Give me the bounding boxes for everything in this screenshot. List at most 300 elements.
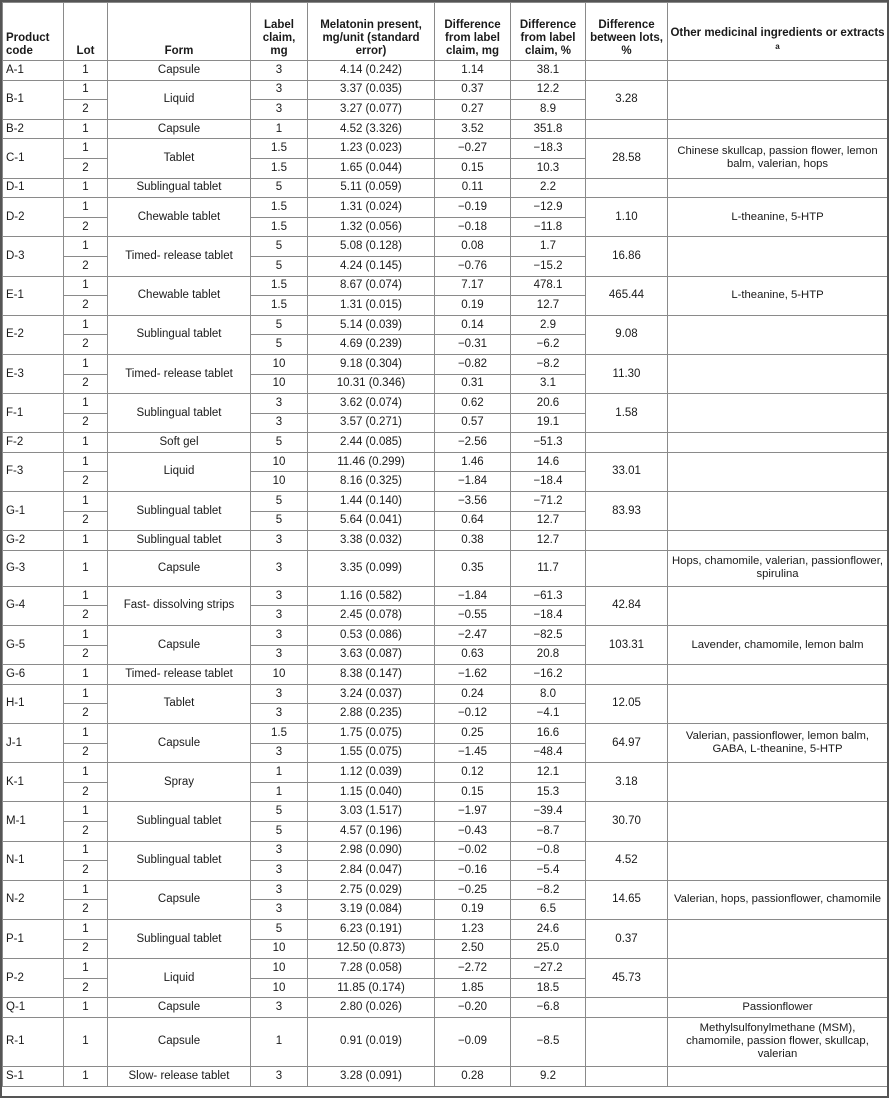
melatonin-cell: 1.31 (0.024) [308, 198, 435, 218]
label-claim-cell: 3 [251, 841, 308, 861]
product-code-cell: G-5 [3, 626, 64, 665]
label-claim-cell: 3 [251, 998, 308, 1018]
diff-pct-cell: −6.8 [511, 998, 586, 1018]
table-row [3, 119, 888, 139]
form-cell: Chewable tablet [108, 198, 251, 237]
diff-mg-cell: −1.62 [435, 665, 511, 685]
lot-cell: 1 [64, 80, 108, 100]
label-claim-cell: 1.5 [251, 724, 308, 744]
form-cell: Spray [108, 763, 251, 802]
other-ingredients-cell [668, 586, 888, 625]
diff-pct-cell: −8.7 [511, 821, 586, 841]
diff-pct-cell: 9.2 [511, 1066, 586, 1086]
diff-mg-cell: −0.76 [435, 256, 511, 276]
melatonin-cell: 10.31 (0.346) [308, 374, 435, 394]
label-claim-cell: 3 [251, 704, 308, 724]
product-code-cell: F-3 [3, 452, 64, 491]
product-code-cell: S-1 [3, 1066, 64, 1086]
product-code-cell: Q-1 [3, 998, 64, 1018]
label-claim-cell: 10 [251, 354, 308, 374]
label-claim-cell: 3 [251, 80, 308, 100]
lot-cell: 2 [64, 939, 108, 959]
other-ingredients-cell [668, 841, 888, 880]
melatonin-cell: 1.65 (0.044) [308, 158, 435, 178]
diff-mg-cell: −0.20 [435, 998, 511, 1018]
other-ingredients-cell [668, 919, 888, 958]
other-ingredients-cell: Chinese skullcap, passion flower, lemon balm, valerian, hops [668, 139, 888, 178]
diff-lots-cell [586, 665, 668, 685]
header-diff-mg: Difference from label claim, mg [435, 3, 511, 61]
diff-lots-cell: 12.05 [586, 684, 668, 723]
other-ingredients-cell [668, 237, 888, 276]
other-ingredients-cell: Valerian, passionflower, lemon balm, GABA, L-theanine, 5-HTP [668, 724, 888, 763]
diff-pct-cell: −12.9 [511, 198, 586, 218]
diff-pct-cell: 1.7 [511, 237, 586, 257]
table-row [3, 80, 888, 100]
lot-cell: 1 [64, 198, 108, 218]
form-cell: Capsule [108, 724, 251, 763]
product-code-cell: D-2 [3, 198, 64, 237]
label-claim-cell: 10 [251, 452, 308, 472]
other-ingredients-cell [668, 433, 888, 453]
label-claim-cell: 5 [251, 433, 308, 453]
table-row [3, 198, 888, 218]
product-code-cell: M-1 [3, 802, 64, 841]
table-row [3, 178, 888, 198]
product-code-cell: K-1 [3, 763, 64, 802]
label-claim-cell: 3 [251, 684, 308, 704]
melatonin-cell: 2.98 (0.090) [308, 841, 435, 861]
label-claim-cell: 10 [251, 959, 308, 979]
lot-cell: 2 [64, 704, 108, 724]
diff-lots-cell: 3.18 [586, 763, 668, 802]
melatonin-cell: 4.24 (0.145) [308, 256, 435, 276]
diff-mg-cell: 0.27 [435, 100, 511, 120]
melatonin-cell: 3.37 (0.035) [308, 80, 435, 100]
diff-pct-cell: −18.4 [511, 606, 586, 626]
lot-cell: 1 [64, 237, 108, 257]
table-row [3, 1017, 888, 1066]
table-row [3, 626, 888, 646]
product-code-cell: G-4 [3, 586, 64, 625]
product-code-cell: J-1 [3, 724, 64, 763]
product-code-cell: C-1 [3, 139, 64, 178]
table-row [3, 433, 888, 453]
diff-pct-cell: 2.9 [511, 315, 586, 335]
product-code-cell: P-1 [3, 919, 64, 958]
table-row [3, 315, 888, 335]
table-row [3, 354, 888, 374]
form-cell: Timed- release tablet [108, 237, 251, 276]
header-other-text: Other medicinal ingredients or extracts [670, 27, 885, 40]
lot-cell: 2 [64, 861, 108, 881]
form-cell: Capsule [108, 998, 251, 1018]
melatonin-cell: 12.50 (0.873) [308, 939, 435, 959]
melatonin-cell: 1.15 (0.040) [308, 782, 435, 802]
other-ingredients-cell [668, 763, 888, 802]
lot-cell: 1 [64, 394, 108, 414]
diff-mg-cell: −0.09 [435, 1017, 511, 1066]
melatonin-cell: 1.31 (0.015) [308, 296, 435, 316]
header-other-ingredients [668, 3, 888, 61]
lot-cell: 1 [64, 919, 108, 939]
label-claim-cell: 3 [251, 61, 308, 81]
lot-cell: 1 [64, 841, 108, 861]
diff-lots-cell: 83.93 [586, 492, 668, 531]
label-claim-cell: 5 [251, 256, 308, 276]
diff-pct-cell: −82.5 [511, 626, 586, 646]
lot-cell: 1 [64, 276, 108, 296]
diff-lots-cell [586, 61, 668, 81]
diff-lots-cell: 45.73 [586, 959, 668, 998]
lot-cell: 2 [64, 472, 108, 492]
other-ingredients-cell [668, 119, 888, 139]
melatonin-cell: 2.88 (0.235) [308, 704, 435, 724]
lot-cell: 2 [64, 413, 108, 433]
product-code-cell: R-1 [3, 1017, 64, 1066]
lot-cell: 1 [64, 452, 108, 472]
table-row [3, 684, 888, 704]
lot-cell: 1 [64, 61, 108, 81]
diff-mg-cell: 0.08 [435, 237, 511, 257]
melatonin-cell: 1.32 (0.056) [308, 217, 435, 237]
melatonin-cell: 3.28 (0.091) [308, 1066, 435, 1086]
header-melatonin-present: Melatonin present, mg/unit (standard error) [308, 3, 435, 61]
diff-mg-cell: 0.62 [435, 394, 511, 414]
diff-mg-cell: 0.63 [435, 645, 511, 665]
melatonin-cell: 3.63 (0.087) [308, 645, 435, 665]
table-row [3, 802, 888, 822]
table-row [3, 841, 888, 861]
diff-pct-cell: −8.5 [511, 1017, 586, 1066]
label-claim-cell: 1 [251, 782, 308, 802]
diff-pct-cell: 12.1 [511, 763, 586, 783]
lot-cell: 2 [64, 256, 108, 276]
melatonin-cell: 9.18 (0.304) [308, 354, 435, 374]
diff-mg-cell: 0.28 [435, 1066, 511, 1086]
diff-mg-cell: −2.72 [435, 959, 511, 979]
other-ingredients-cell: Valerian, hops, passionflower, chamomile [668, 880, 888, 919]
form-cell: Sublingual tablet [108, 178, 251, 198]
diff-lots-cell: 30.70 [586, 802, 668, 841]
other-ingredients-cell [668, 959, 888, 998]
lot-cell: 2 [64, 158, 108, 178]
label-claim-cell: 3 [251, 531, 308, 551]
lot-cell: 2 [64, 821, 108, 841]
diff-lots-cell [586, 178, 668, 198]
product-code-cell: E-1 [3, 276, 64, 315]
label-claim-cell: 1.5 [251, 158, 308, 178]
diff-mg-cell: −3.56 [435, 492, 511, 512]
diff-mg-cell: −2.47 [435, 626, 511, 646]
label-claim-cell: 3 [251, 413, 308, 433]
diff-lots-cell: 28.58 [586, 139, 668, 178]
form-cell: Sublingual tablet [108, 802, 251, 841]
diff-pct-cell: 19.1 [511, 413, 586, 433]
diff-mg-cell: 0.14 [435, 315, 511, 335]
diff-pct-cell: −18.4 [511, 472, 586, 492]
label-claim-cell: 3 [251, 743, 308, 763]
product-code-cell: G-1 [3, 492, 64, 531]
melatonin-cell: 1.55 (0.075) [308, 743, 435, 763]
table-row [3, 586, 888, 606]
product-code-cell: D-3 [3, 237, 64, 276]
lot-cell: 1 [64, 1066, 108, 1086]
lot-cell: 2 [64, 374, 108, 394]
diff-pct-cell: 10.3 [511, 158, 586, 178]
melatonin-cell: 8.38 (0.147) [308, 665, 435, 685]
melatonin-table [2, 2, 888, 1087]
lot-cell: 2 [64, 335, 108, 355]
melatonin-cell: 2.45 (0.078) [308, 606, 435, 626]
label-claim-cell: 1.5 [251, 276, 308, 296]
diff-pct-cell: 14.6 [511, 452, 586, 472]
diff-mg-cell: −0.25 [435, 880, 511, 900]
lot-cell: 1 [64, 586, 108, 606]
form-cell: Tablet [108, 139, 251, 178]
other-ingredients-cell [668, 178, 888, 198]
diff-lots-cell: 0.37 [586, 919, 668, 958]
diff-pct-cell: 6.5 [511, 900, 586, 920]
lot-cell: 2 [64, 743, 108, 763]
lot-cell: 1 [64, 139, 108, 159]
diff-pct-cell: 20.8 [511, 645, 586, 665]
lot-cell: 1 [64, 315, 108, 335]
label-claim-cell: 10 [251, 939, 308, 959]
diff-pct-cell: 478.1 [511, 276, 586, 296]
form-cell: Timed- release tablet [108, 665, 251, 685]
product-code-cell: G-3 [3, 550, 64, 586]
table-body [3, 61, 888, 1087]
lot-cell: 1 [64, 119, 108, 139]
form-cell: Slow- release tablet [108, 1066, 251, 1086]
diff-pct-cell: −6.2 [511, 335, 586, 355]
diff-pct-cell: −39.4 [511, 802, 586, 822]
label-claim-cell: 1 [251, 119, 308, 139]
diff-lots-cell [586, 433, 668, 453]
diff-lots-cell: 1.10 [586, 198, 668, 237]
label-claim-cell: 10 [251, 978, 308, 998]
diff-pct-cell: 8.0 [511, 684, 586, 704]
melatonin-cell: 4.52 (3.326) [308, 119, 435, 139]
diff-mg-cell: 0.19 [435, 900, 511, 920]
melatonin-cell: 3.57 (0.271) [308, 413, 435, 433]
product-code-cell: F-1 [3, 394, 64, 433]
diff-pct-cell: 2.2 [511, 178, 586, 198]
diff-mg-cell: 7.17 [435, 276, 511, 296]
header-lot: Lot [64, 3, 108, 61]
label-claim-cell: 5 [251, 178, 308, 198]
other-ingredients-cell [668, 802, 888, 841]
table-row [3, 665, 888, 685]
form-cell: Capsule [108, 61, 251, 81]
melatonin-cell: 5.08 (0.128) [308, 237, 435, 257]
diff-pct-cell: −15.2 [511, 256, 586, 276]
diff-lots-cell: 103.31 [586, 626, 668, 665]
melatonin-cell: 3.62 (0.074) [308, 394, 435, 414]
form-cell: Chewable tablet [108, 276, 251, 315]
label-claim-cell: 5 [251, 315, 308, 335]
diff-lots-cell: 3.28 [586, 80, 668, 119]
diff-pct-cell: −8.2 [511, 880, 586, 900]
diff-mg-cell: −0.43 [435, 821, 511, 841]
diff-pct-cell: −0.8 [511, 841, 586, 861]
lot-cell: 1 [64, 178, 108, 198]
footnote-marker: a [775, 42, 780, 52]
diff-lots-cell: 64.97 [586, 724, 668, 763]
melatonin-cell: 2.84 (0.047) [308, 861, 435, 881]
lot-cell: 1 [64, 531, 108, 551]
label-claim-cell: 3 [251, 645, 308, 665]
melatonin-cell: 4.69 (0.239) [308, 335, 435, 355]
diff-lots-cell: 11.30 [586, 354, 668, 393]
product-code-cell: B-1 [3, 80, 64, 119]
diff-mg-cell: 0.12 [435, 763, 511, 783]
diff-pct-cell: −16.2 [511, 665, 586, 685]
table-row [3, 276, 888, 296]
diff-mg-cell: −1.84 [435, 472, 511, 492]
label-claim-cell: 3 [251, 550, 308, 586]
product-code-cell: A-1 [3, 61, 64, 81]
table-row [3, 1066, 888, 1086]
form-cell: Liquid [108, 959, 251, 998]
diff-mg-cell: 0.24 [435, 684, 511, 704]
diff-mg-cell: −0.18 [435, 217, 511, 237]
melatonin-cell: 2.80 (0.026) [308, 998, 435, 1018]
form-cell: Capsule [108, 880, 251, 919]
diff-mg-cell: 0.15 [435, 782, 511, 802]
table-row [3, 763, 888, 783]
diff-pct-cell: −8.2 [511, 354, 586, 374]
lot-cell: 1 [64, 492, 108, 512]
product-code-cell: F-2 [3, 433, 64, 453]
diff-pct-cell: 25.0 [511, 939, 586, 959]
diff-pct-cell: −71.2 [511, 492, 586, 512]
diff-mg-cell: 0.15 [435, 158, 511, 178]
lot-cell: 1 [64, 354, 108, 374]
diff-mg-cell: −0.16 [435, 861, 511, 881]
diff-pct-cell: −18.3 [511, 139, 586, 159]
diff-pct-cell: 12.7 [511, 531, 586, 551]
melatonin-cell: 3.27 (0.077) [308, 100, 435, 120]
melatonin-cell: 4.14 (0.242) [308, 61, 435, 81]
lot-cell: 1 [64, 684, 108, 704]
table-row [3, 452, 888, 472]
diff-mg-cell: −0.12 [435, 704, 511, 724]
diff-mg-cell: −2.56 [435, 433, 511, 453]
diff-pct-cell: −11.8 [511, 217, 586, 237]
label-claim-cell: 5 [251, 511, 308, 531]
form-cell: Sublingual tablet [108, 394, 251, 433]
table-row [3, 139, 888, 159]
lot-cell: 1 [64, 724, 108, 744]
lot-cell: 1 [64, 763, 108, 783]
table-row [3, 550, 888, 586]
header-diff-pct: Difference from label claim, % [511, 3, 586, 61]
diff-pct-cell: 12.7 [511, 296, 586, 316]
diff-mg-cell: 0.38 [435, 531, 511, 551]
diff-pct-cell: 16.6 [511, 724, 586, 744]
label-claim-cell: 3 [251, 626, 308, 646]
melatonin-cell: 6.23 (0.191) [308, 919, 435, 939]
melatonin-cell: 11.85 (0.174) [308, 978, 435, 998]
diff-mg-cell: 0.64 [435, 511, 511, 531]
header-product-code: Product code [3, 3, 64, 61]
diff-mg-cell: −0.19 [435, 198, 511, 218]
diff-lots-cell [586, 550, 668, 586]
lot-cell: 2 [64, 217, 108, 237]
label-claim-cell: 3 [251, 606, 308, 626]
label-claim-cell: 10 [251, 374, 308, 394]
table-row [3, 492, 888, 512]
other-ingredients-cell [668, 315, 888, 354]
header-label-claim: Label claim, mg [251, 3, 308, 61]
label-claim-cell: 1 [251, 1017, 308, 1066]
table-row [3, 394, 888, 414]
label-claim-cell: 3 [251, 861, 308, 881]
melatonin-cell: 3.19 (0.084) [308, 900, 435, 920]
melatonin-cell: 1.75 (0.075) [308, 724, 435, 744]
diff-lots-cell: 42.84 [586, 586, 668, 625]
melatonin-cell: 8.67 (0.074) [308, 276, 435, 296]
other-ingredients-cell [668, 394, 888, 433]
melatonin-cell: 3.24 (0.037) [308, 684, 435, 704]
other-ingredients-cell [668, 80, 888, 119]
diff-pct-cell: 12.7 [511, 511, 586, 531]
melatonin-cell: 11.46 (0.299) [308, 452, 435, 472]
other-ingredients-cell: Lavender, chamomile, lemon balm [668, 626, 888, 665]
table-row [3, 880, 888, 900]
product-code-cell: N-2 [3, 880, 64, 919]
product-code-cell: N-1 [3, 841, 64, 880]
lot-cell: 2 [64, 978, 108, 998]
diff-mg-cell: 1.46 [435, 452, 511, 472]
table-row [3, 919, 888, 939]
form-cell: Sublingual tablet [108, 841, 251, 880]
diff-pct-cell: 8.9 [511, 100, 586, 120]
diff-lots-cell: 14.65 [586, 880, 668, 919]
diff-mg-cell: −1.84 [435, 586, 511, 606]
lot-cell: 1 [64, 959, 108, 979]
form-cell: Capsule [108, 626, 251, 665]
label-claim-cell: 1.5 [251, 198, 308, 218]
melatonin-cell: 0.53 (0.086) [308, 626, 435, 646]
form-cell: Fast- dissolving strips [108, 586, 251, 625]
other-ingredients-cell [668, 684, 888, 723]
diff-pct-cell: −27.2 [511, 959, 586, 979]
lot-cell: 2 [64, 782, 108, 802]
label-claim-cell: 1.5 [251, 296, 308, 316]
melatonin-cell: 4.57 (0.196) [308, 821, 435, 841]
lot-cell: 2 [64, 100, 108, 120]
product-code-cell: H-1 [3, 684, 64, 723]
label-claim-cell: 5 [251, 821, 308, 841]
diff-lots-cell: 465.44 [586, 276, 668, 315]
diff-pct-cell: 351.8 [511, 119, 586, 139]
diff-mg-cell: 3.52 [435, 119, 511, 139]
diff-pct-cell: −5.4 [511, 861, 586, 881]
melatonin-cell: 1.23 (0.023) [308, 139, 435, 159]
melatonin-cell: 2.75 (0.029) [308, 880, 435, 900]
label-claim-cell: 1.5 [251, 139, 308, 159]
lot-cell: 1 [64, 802, 108, 822]
diff-pct-cell: 18.5 [511, 978, 586, 998]
diff-mg-cell: 0.25 [435, 724, 511, 744]
other-ingredients-cell: L-theanine, 5-HTP [668, 276, 888, 315]
form-cell: Soft gel [108, 433, 251, 453]
label-claim-cell: 5 [251, 492, 308, 512]
melatonin-cell: 3.38 (0.032) [308, 531, 435, 551]
